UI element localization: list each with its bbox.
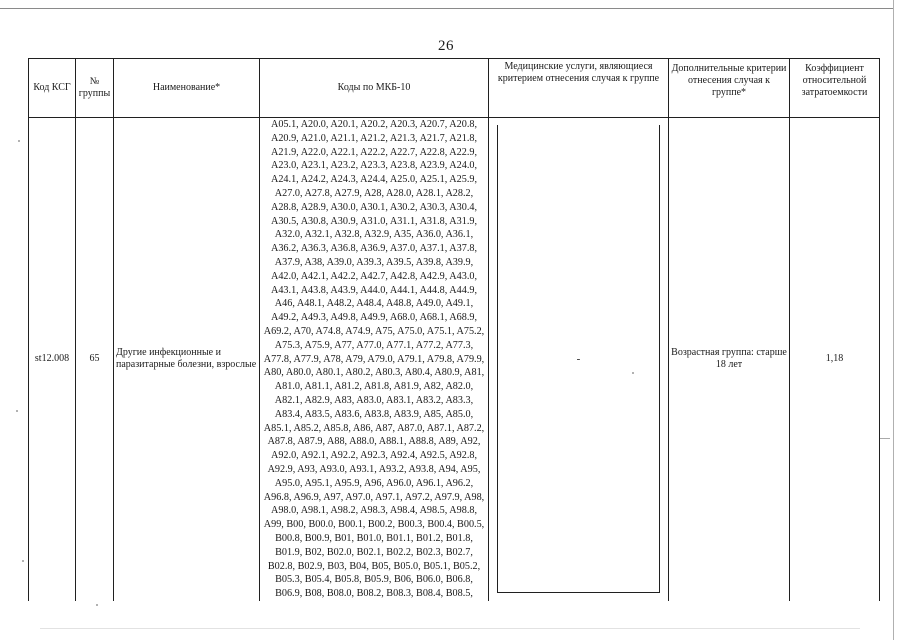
header-extra-criteria: Дополнительные критерии отнесения случая к группе* <box>669 59 790 118</box>
cell-name: Другие инфекционные и паразитарные болезни, взрослые <box>114 118 260 601</box>
scan-mark <box>40 628 860 629</box>
scan-mark <box>880 438 890 439</box>
mkb-codes-text: A05.1, A20.0, A20.1, A20.2, A20.3, A20.7, A20.8, A20.9, A21.0, A21.1, A21.2, A21.3, A21.7, A21.8, A21.9, A22.0, A22.1, A22.2, A22.7, A22.8, A22.9, A23.0, A23.1, A23.2, A23.3, A23.8, A23.9, A24.0, A24.1, A24.2, A24.3, A24.4, A25.0, A25.1, A25.9, A27.0, A27.8, A27.9, A28, A28.0, A28.1, A28.2, A28.8, A28.9, A30.0, A30.1, A30.2, A30.3, A30.4, A30.5, A30.8, A30.9, A31.0, A31.1, A31.8, A31.9, A32.0, A32.1, A32.8, A32.9, A35, A36.0, A36.1, A36.2, A36.3, A36.8, A36.9, A37.0, A37.1, A37.8, A37.9, A38, A39.0, A39.3, A39.5, A39.8, A39.9, A42.0, A42.1, A42.2, A42.7, A42.8, A42.9, A43.0, A43.1, A43.8, A43.9, A44.0, A44.1, A44.8, A44.9, A46, A48.1, A48.2, A48.4, A48.8, A49.0, A49.1, A49.2, A49.3, A49.8, A49.9, A68.0, A68.1, A68.9, A69.2, A70, A74.8, A74.9, A75, A75.0, A75.1, A75.2, A75.3, A75.9, A77, A77.0, A77.1, A77.2, A77.3, A77.8, A77.9, A78, A79, A79.0, A79.1, A79.8, A79.9, A80, A80.0, A80.1, A80.2, A80.3, A80.4, A80.9, A81, A81.0, A81.1, A81.2, A81.8, A81.9, A82, A82.0, A82.1, A82.9, A83, A83.0, A83.1, A83.2, A83.3, A83.4, A83.5, A83.6, A83.8, A83.9, A85, A85.0, A85.1, A85.2, A85.8, A86, A87, A87.0, A87.1, A87.2, A87.8, A87.9, A88, A88.0, A88.1, A88.8, A89, A92, A92.0, A92.1, A92.2, A92.3, A92.4, A92.5, A92.8, A92.9, A93, A93.0, A93.1, A93.2, A93.8, A94, A95, A95.0, A95.1, A95.9, A96, A96.0, A96.1, A96.2, A96.8, A96.9, A97, A97.0, A97.1, A97.2, A97.9, A98, A98.0, A98.1, A98.2, A98.3, A98.4, A98.5, A98.8, A99, B00, B00.0, B00.1, B00.2, B00.3, B00.4, B00.5, B00.8, B00.9, B01, B01.0, B01.1, B01.2, B01.8, B01.9, B02, B02.0, B02.1, B02.2, B02.3, B02.7, B02.8, B02.9, B03, B04, B05, B05.0, B05.1, B05.2, B05.3, B05.4, B05.8, B05.9, B06, B06.0, B06.8, B06.9, B08, B08.0, B08.2, B08.3, B08.4, B08.5, <box>263 119 485 600</box>
cell-coefficient: 1,18 <box>790 118 880 601</box>
scan-right-border <box>893 0 894 640</box>
header-med-services: Медицинские услуги, являющиеся критерием отнесения случая к группе <box>489 59 669 118</box>
header-mkb-codes: Коды по МКБ-10 <box>260 59 489 118</box>
scan-speck <box>18 140 20 142</box>
header-name: Наименование* <box>114 59 260 118</box>
page-number: 26 <box>438 38 454 54</box>
cell-group-number: 65 <box>76 118 114 601</box>
header-coefficient: Коэффициент относительной затратоемкости <box>790 59 880 118</box>
table-row <box>29 118 880 601</box>
scan-speck <box>96 604 98 606</box>
cell-extra-criteria: Возрастная группа: старше 18 лет <box>669 118 790 601</box>
scan-speck <box>632 372 634 374</box>
med-services-value: - <box>497 125 660 593</box>
cell-ksg-code: st12.008 <box>29 118 76 601</box>
cell-mkb-codes <box>260 118 489 601</box>
scan-top-border <box>0 8 893 9</box>
table-header-row <box>29 59 880 118</box>
scan-speck <box>16 410 18 412</box>
scan-speck <box>22 560 24 562</box>
header-group-number: № группы <box>76 59 114 118</box>
cell-med-services <box>489 118 669 601</box>
ksg-table <box>28 58 880 601</box>
header-ksg-code: Код КСГ <box>29 59 76 118</box>
